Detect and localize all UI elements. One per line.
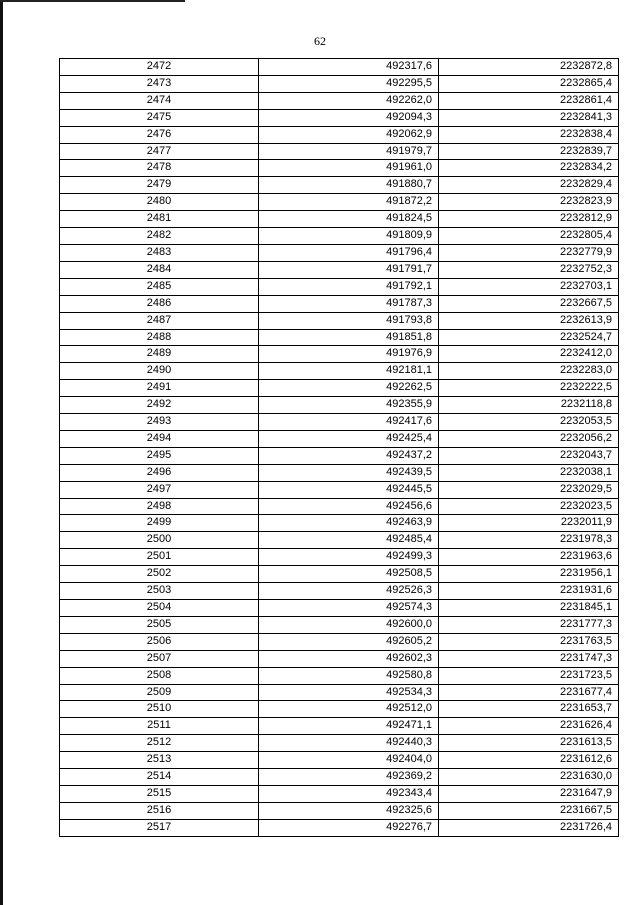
y-coordinate-cell: 2232056,2: [439, 430, 619, 447]
y-coordinate-cell: 2232841,3: [439, 109, 619, 126]
point-number-cell: 2485: [60, 278, 259, 295]
point-number-cell: 2482: [60, 228, 259, 245]
y-coordinate-cell: 2231931,6: [439, 583, 619, 600]
y-coordinate-cell: 2231747,3: [439, 650, 619, 667]
x-coordinate-cell: 492534,3: [259, 684, 439, 701]
table-row: [60, 769, 619, 786]
table-row: [60, 667, 619, 684]
table-row: [60, 600, 619, 617]
point-number-cell: 2512: [60, 735, 259, 752]
point-number-cell: 2489: [60, 346, 259, 363]
x-coordinate-cell: 492602,3: [259, 650, 439, 667]
point-number-cell: 2474: [60, 92, 259, 109]
point-number-cell: 2493: [60, 414, 259, 431]
point-number-cell: 2506: [60, 633, 259, 650]
point-number-cell: 2502: [60, 566, 259, 583]
point-number-cell: 2490: [60, 363, 259, 380]
table-row: [60, 177, 619, 194]
y-coordinate-cell: 2232011,9: [439, 515, 619, 532]
point-number-cell: 2472: [60, 59, 259, 76]
x-coordinate-cell: 492425,4: [259, 430, 439, 447]
x-coordinate-cell: 492508,5: [259, 566, 439, 583]
y-coordinate-cell: 2232752,3: [439, 261, 619, 278]
point-number-cell: 2484: [60, 261, 259, 278]
y-coordinate-cell: 2231978,3: [439, 532, 619, 549]
y-coordinate-cell: 2232703,1: [439, 278, 619, 295]
table-row: [60, 819, 619, 836]
y-coordinate-cell: 2232053,5: [439, 414, 619, 431]
point-number-cell: 2488: [60, 329, 259, 346]
point-number-cell: 2510: [60, 701, 259, 718]
table-row: [60, 549, 619, 566]
scan-edge-left: [0, 0, 3, 905]
x-coordinate-cell: 492417,6: [259, 414, 439, 431]
x-coordinate-cell: 491976,9: [259, 346, 439, 363]
point-number-cell: 2479: [60, 177, 259, 194]
table-row: [60, 583, 619, 600]
table-row: [60, 160, 619, 177]
point-number-cell: 2501: [60, 549, 259, 566]
y-coordinate-cell: 2232043,7: [439, 447, 619, 464]
y-coordinate-cell: 2232038,1: [439, 464, 619, 481]
y-coordinate-cell: 2231845,1: [439, 600, 619, 617]
y-coordinate-cell: 2232667,5: [439, 295, 619, 312]
table-row: [60, 312, 619, 329]
table-row: [60, 566, 619, 583]
y-coordinate-cell: 2232812,9: [439, 211, 619, 228]
table-row: [60, 498, 619, 515]
x-coordinate-cell: 492485,4: [259, 532, 439, 549]
x-coordinate-cell: 492369,2: [259, 769, 439, 786]
table-row: [60, 380, 619, 397]
y-coordinate-cell: 2231626,4: [439, 718, 619, 735]
y-coordinate-cell: 2232865,4: [439, 75, 619, 92]
x-coordinate-cell: 492437,2: [259, 447, 439, 464]
y-coordinate-cell: 2232023,5: [439, 498, 619, 515]
point-number-cell: 2508: [60, 667, 259, 684]
x-coordinate-cell: 491787,3: [259, 295, 439, 312]
x-coordinate-cell: 492605,2: [259, 633, 439, 650]
table-row: [60, 616, 619, 633]
y-coordinate-cell: 2232222,5: [439, 380, 619, 397]
table-row: [60, 785, 619, 802]
y-coordinate-cell: 2232779,9: [439, 244, 619, 261]
x-coordinate-cell: 492439,5: [259, 464, 439, 481]
point-number-cell: 2517: [60, 819, 259, 836]
table-row: [60, 447, 619, 464]
point-number-cell: 2495: [60, 447, 259, 464]
x-coordinate-cell: 491851,8: [259, 329, 439, 346]
x-coordinate-cell: 491793,8: [259, 312, 439, 329]
y-coordinate-cell: 2231763,5: [439, 633, 619, 650]
point-number-cell: 2492: [60, 397, 259, 414]
y-coordinate-cell: 2232838,4: [439, 126, 619, 143]
point-number-cell: 2507: [60, 650, 259, 667]
coordinates-table-body: [60, 59, 619, 837]
x-coordinate-cell: 492499,3: [259, 549, 439, 566]
point-number-cell: 2505: [60, 616, 259, 633]
table-row: [60, 75, 619, 92]
x-coordinate-cell: 492262,0: [259, 92, 439, 109]
y-coordinate-cell: 2232118,8: [439, 397, 619, 414]
y-coordinate-cell: 2231677,4: [439, 684, 619, 701]
point-number-cell: 2483: [60, 244, 259, 261]
x-coordinate-cell: 492440,3: [259, 735, 439, 752]
y-coordinate-cell: 2232839,7: [439, 143, 619, 160]
x-coordinate-cell: 491880,7: [259, 177, 439, 194]
table-row: [60, 329, 619, 346]
point-number-cell: 2509: [60, 684, 259, 701]
table-row: [60, 211, 619, 228]
point-number-cell: 2477: [60, 143, 259, 160]
table-row: [60, 109, 619, 126]
point-number-cell: 2487: [60, 312, 259, 329]
y-coordinate-cell: 2232283,0: [439, 363, 619, 380]
point-number-cell: 2475: [60, 109, 259, 126]
table-row: [60, 244, 619, 261]
y-coordinate-cell: 2232524,7: [439, 329, 619, 346]
y-coordinate-cell: 2231963,6: [439, 549, 619, 566]
y-coordinate-cell: 2231612,6: [439, 752, 619, 769]
page-number: 62: [314, 34, 326, 48]
x-coordinate-cell: 492094,3: [259, 109, 439, 126]
point-number-cell: 2499: [60, 515, 259, 532]
table-row: [60, 295, 619, 312]
point-number-cell: 2516: [60, 802, 259, 819]
y-coordinate-cell: 2231956,1: [439, 566, 619, 583]
point-number-cell: 2481: [60, 211, 259, 228]
table-row: [60, 92, 619, 109]
x-coordinate-cell: 492463,9: [259, 515, 439, 532]
table-row: [60, 261, 619, 278]
x-coordinate-cell: 492276,7: [259, 819, 439, 836]
y-coordinate-cell: 2232805,4: [439, 228, 619, 245]
x-coordinate-cell: 492355,9: [259, 397, 439, 414]
table-row: [60, 59, 619, 76]
point-number-cell: 2476: [60, 126, 259, 143]
point-number-cell: 2514: [60, 769, 259, 786]
x-coordinate-cell: 492404,0: [259, 752, 439, 769]
y-coordinate-cell: 2232872,8: [439, 59, 619, 76]
point-number-cell: 2503: [60, 583, 259, 600]
x-coordinate-cell: 491872,2: [259, 194, 439, 211]
x-coordinate-cell: 492471,1: [259, 718, 439, 735]
table-row: [60, 143, 619, 160]
y-coordinate-cell: 2231647,9: [439, 785, 619, 802]
point-number-cell: 2497: [60, 481, 259, 498]
table-row: [60, 414, 619, 431]
point-number-cell: 2494: [60, 430, 259, 447]
x-coordinate-cell: 492062,9: [259, 126, 439, 143]
table-row: [60, 515, 619, 532]
x-coordinate-cell: 492456,6: [259, 498, 439, 515]
x-coordinate-cell: 491824,5: [259, 211, 439, 228]
point-number-cell: 2515: [60, 785, 259, 802]
x-coordinate-cell: 492600,0: [259, 616, 439, 633]
table-row: [60, 633, 619, 650]
y-coordinate-cell: 2231726,4: [439, 819, 619, 836]
x-coordinate-cell: 492526,3: [259, 583, 439, 600]
table-row: [60, 363, 619, 380]
y-coordinate-cell: 2232834,2: [439, 160, 619, 177]
table-row: [60, 194, 619, 211]
table-row: [60, 430, 619, 447]
y-coordinate-cell: 2231723,5: [439, 667, 619, 684]
y-coordinate-cell: 2231630,0: [439, 769, 619, 786]
y-coordinate-cell: 2232823,9: [439, 194, 619, 211]
x-coordinate-cell: 492574,3: [259, 600, 439, 617]
x-coordinate-cell: 492343,4: [259, 785, 439, 802]
x-coordinate-cell: 491979,7: [259, 143, 439, 160]
point-number-cell: 2513: [60, 752, 259, 769]
point-number-cell: 2496: [60, 464, 259, 481]
x-coordinate-cell: 492181,1: [259, 363, 439, 380]
x-coordinate-cell: 492512,0: [259, 701, 439, 718]
table-row: [60, 735, 619, 752]
table-row: [60, 228, 619, 245]
table-row: [60, 684, 619, 701]
table-row: [60, 718, 619, 735]
y-coordinate-cell: 2232412,0: [439, 346, 619, 363]
x-coordinate-cell: 491791,7: [259, 261, 439, 278]
x-coordinate-cell: 492317,6: [259, 59, 439, 76]
y-coordinate-cell: 2231777,3: [439, 616, 619, 633]
table-row: [60, 532, 619, 549]
x-coordinate-cell: 491792,1: [259, 278, 439, 295]
table-row: [60, 346, 619, 363]
table-row: [60, 650, 619, 667]
point-number-cell: 2504: [60, 600, 259, 617]
coordinates-table: [59, 58, 619, 837]
table-row: [60, 481, 619, 498]
point-number-cell: 2500: [60, 532, 259, 549]
point-number-cell: 2478: [60, 160, 259, 177]
x-coordinate-cell: 492445,5: [259, 481, 439, 498]
point-number-cell: 2511: [60, 718, 259, 735]
x-coordinate-cell: 492580,8: [259, 667, 439, 684]
x-coordinate-cell: 491796,4: [259, 244, 439, 261]
y-coordinate-cell: 2231653,7: [439, 701, 619, 718]
table-row: [60, 126, 619, 143]
table-row: [60, 464, 619, 481]
scan-edge-top: [0, 0, 185, 2]
point-number-cell: 2486: [60, 295, 259, 312]
y-coordinate-cell: 2232829,4: [439, 177, 619, 194]
table-row: [60, 397, 619, 414]
table-row: [60, 802, 619, 819]
y-coordinate-cell: 2232029,5: [439, 481, 619, 498]
y-coordinate-cell: 2231667,5: [439, 802, 619, 819]
table-row: [60, 752, 619, 769]
y-coordinate-cell: 2231613,5: [439, 735, 619, 752]
point-number-cell: 2480: [60, 194, 259, 211]
point-number-cell: 2498: [60, 498, 259, 515]
x-coordinate-cell: 492325,6: [259, 802, 439, 819]
y-coordinate-cell: 2232861,4: [439, 92, 619, 109]
x-coordinate-cell: 491961,0: [259, 160, 439, 177]
x-coordinate-cell: 491809,9: [259, 228, 439, 245]
y-coordinate-cell: 2232613,9: [439, 312, 619, 329]
x-coordinate-cell: 492262,5: [259, 380, 439, 397]
point-number-cell: 2491: [60, 380, 259, 397]
table-row: [60, 701, 619, 718]
point-number-cell: 2473: [60, 75, 259, 92]
table-row: [60, 278, 619, 295]
x-coordinate-cell: 492295,5: [259, 75, 439, 92]
